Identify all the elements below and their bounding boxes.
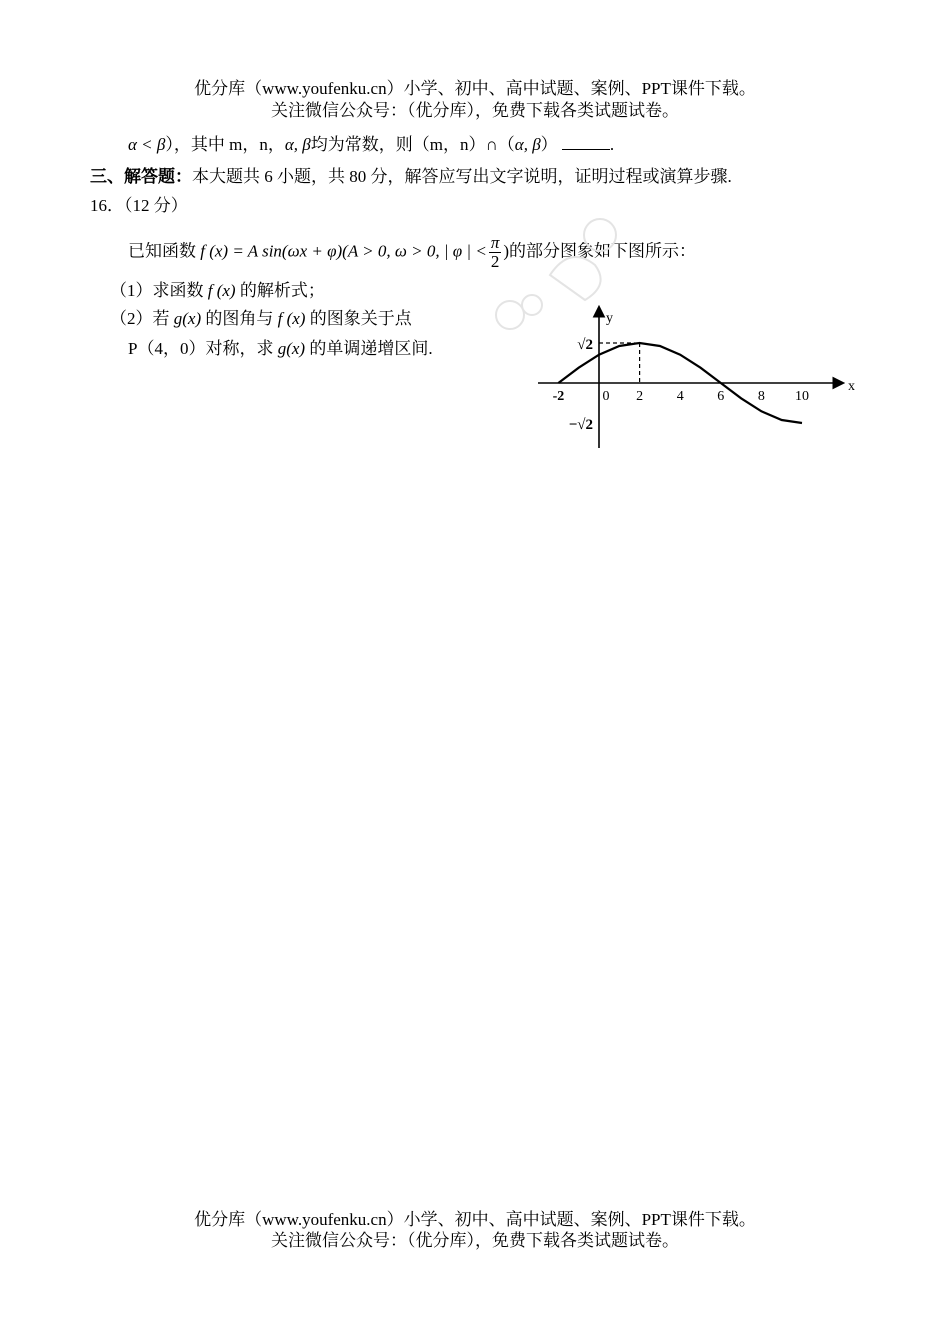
q15-end: . bbox=[609, 135, 615, 154]
x-axis-label: x bbox=[848, 379, 855, 394]
q15-pair: α, β bbox=[514, 135, 541, 154]
y-tick-label: −√2 bbox=[568, 417, 593, 434]
part1-prefix: （1）求函数 bbox=[110, 281, 204, 300]
part3-suffix: 的单调递增区间. bbox=[309, 339, 433, 358]
header-line-2: 关注微信公众号：（优分库），免费下载各类试题试卷。 bbox=[271, 101, 679, 120]
function-graph bbox=[530, 300, 860, 450]
q16-formula-right: ) bbox=[503, 241, 510, 261]
q15-text-2: 均为常数，则（m，n） bbox=[310, 135, 486, 154]
q16-intro-suffix: 的部分图象如下图所示： bbox=[509, 241, 697, 261]
section-3-heading bbox=[90, 166, 732, 188]
footer-line-2: 关注微信公众号：（优分库），免费下载各类试题试卷。 bbox=[271, 1231, 679, 1250]
q16-part-2 bbox=[110, 308, 412, 330]
y-axis-label: y bbox=[606, 311, 613, 326]
x-tick-label: 2 bbox=[636, 389, 644, 404]
header-line-1: 优分库（www.youfenku.cn）小学、初中、高中试题、案例、PPT课件下载。 bbox=[194, 79, 756, 98]
q15-paren-close: ） bbox=[540, 135, 558, 154]
q16-part-1 bbox=[110, 280, 325, 302]
q15-paren-open: （ bbox=[497, 135, 515, 154]
q15-text-1: ），其中 m，n， bbox=[165, 135, 285, 154]
section-3-desc: 本大题共 6 小题，共 80 分，解答应写出文字说明，证明过程或演算步骤. bbox=[192, 167, 732, 186]
fraction-numerator: π bbox=[490, 233, 500, 252]
part2-g: g(x) bbox=[173, 309, 202, 328]
q16-number: 16．（12 分） bbox=[90, 196, 188, 215]
q15-vars: α, β bbox=[284, 135, 311, 154]
part3-g: g(x) bbox=[277, 339, 306, 358]
part2-mid: 的图角与 bbox=[205, 309, 274, 328]
x-tick-label: -2 bbox=[552, 389, 565, 404]
part3-prefix: P（4，0）对称，求 bbox=[128, 339, 274, 358]
footer-line-1: 优分库（www.youfenku.cn）小学、初中、高中试题、案例、PPT课件下载。 bbox=[194, 1210, 756, 1229]
q16-formula-left: f (x) = A sin(ωx + φ)(A > 0, ω > 0, | φ | < bbox=[200, 241, 487, 261]
q16-part-2-continued bbox=[128, 338, 433, 360]
part2-prefix: （2）若 bbox=[110, 309, 170, 328]
x-tick-label: 10 bbox=[795, 389, 809, 404]
x-tick-label: 0 bbox=[602, 389, 610, 404]
q16-intro-prefix: 已知函数 bbox=[128, 241, 196, 261]
part1-func: f (x) bbox=[207, 281, 236, 300]
x-tick-label: 6 bbox=[717, 389, 725, 404]
fraction-denominator: 2 bbox=[490, 252, 500, 271]
section-3-title: 三、解答题： bbox=[90, 167, 192, 186]
answer-blank bbox=[562, 135, 610, 150]
part2-f: f (x) bbox=[277, 309, 306, 328]
x-tick-label: 4 bbox=[676, 389, 684, 404]
part1-suffix: 的解析式； bbox=[239, 281, 325, 300]
q15-condition: α < β bbox=[128, 135, 166, 154]
y-tick-label: √2 bbox=[577, 336, 593, 353]
part2-suffix: 的图象关于点 bbox=[309, 309, 412, 328]
q15-cap-symbol: ∩ bbox=[485, 135, 498, 154]
q15-tail-line bbox=[128, 134, 614, 156]
x-tick-label: 8 bbox=[757, 389, 765, 404]
